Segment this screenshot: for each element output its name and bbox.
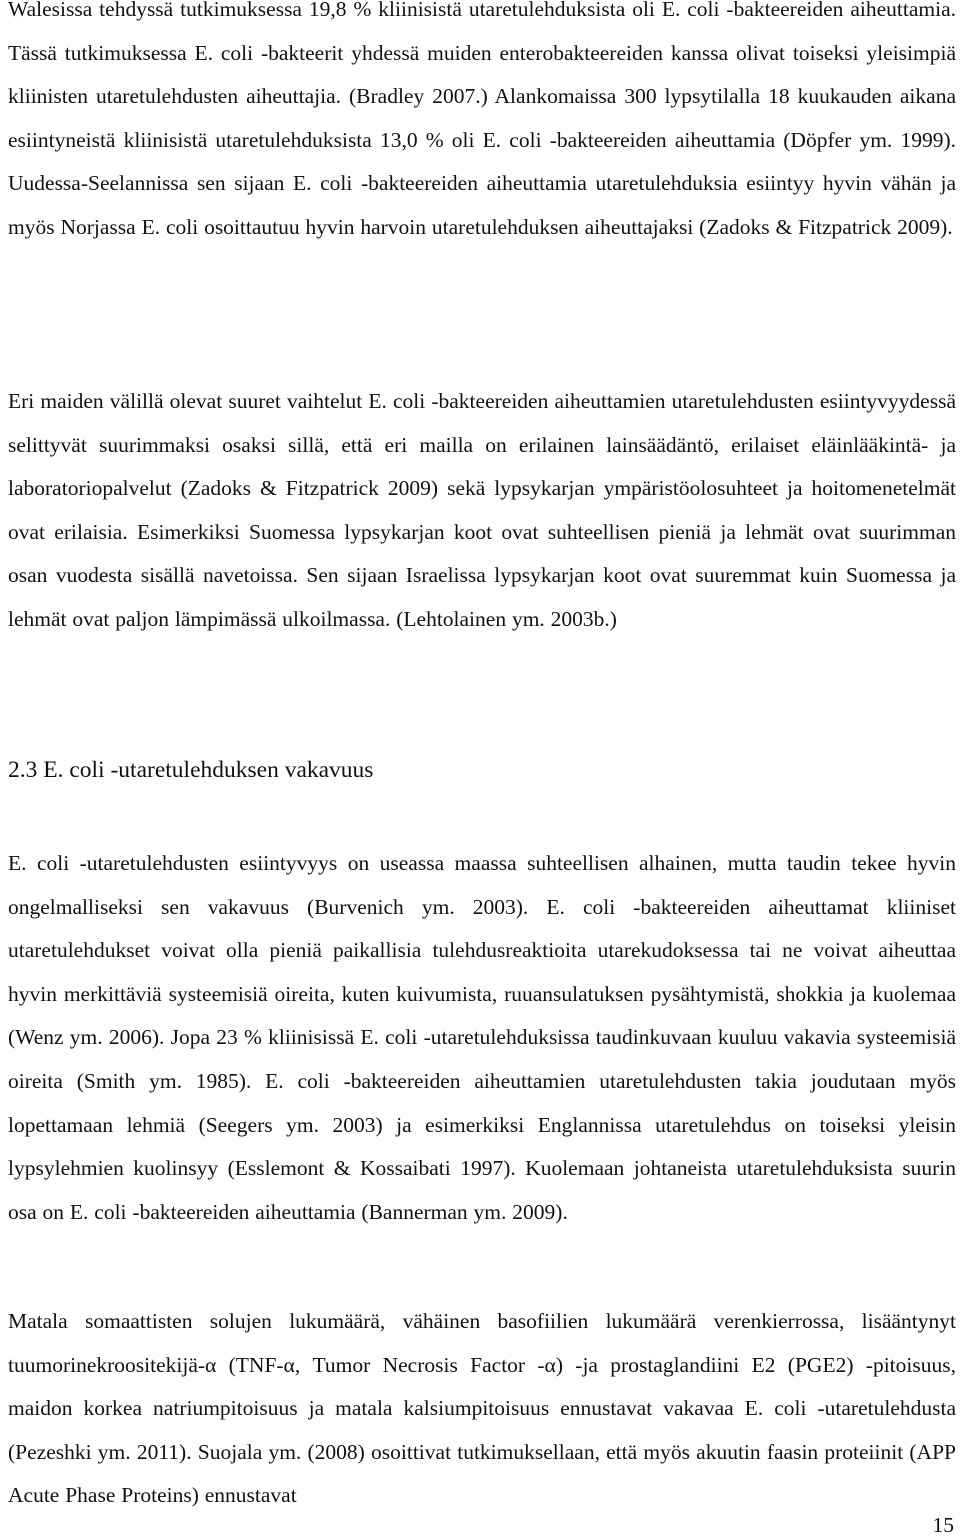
paragraph-eri-maiden: Eri maiden välillä olevat suuret vaihtelut E. coli -bakteereiden aiheuttamien utaretulehdusten esiintyvyydessä selittyvät suurimmaksi osaksi sillä, että eri mailla on erilainen lainsäädäntö, erilaiset eläinlääkintä- ja laboratoriopalvelut (Zadoks & Fitzpatrick 2009) sekä lypsykarjan ympäristöolosuhteet ja hoitomenetelmät ovat erilaisia. Esimerkiksi Suomessa lypsykarjan koot ovat suhteellisen pieniä ja lehmät ovat suurimman osan vuodesta sisällä navetoissa. Sen sijaan Israelissa lypsykarjan koot ovat suuremmat kuin Suomessa ja lehmät ovat paljon lämpimässä ulkoilmassa. (Lehtolainen ym. 2003b.) (8, 389, 956, 631)
paragraph-walesissa: Walesissa tehdyssä tutkimuksessa 19,8 % kliinisistä utaretulehduksista oli E. coli -bakteereiden aiheuttamia. Tässä tutkimuksessa E. coli -bakteerit yhdessä muiden enterobakteereiden kanssa olivat toiseksi yleisimpiä kliinisten utaretulehdusten aiheuttajia. (Bradley 2007.) Alankomaissa 300 lypsytilalla 18 kuukauden aikana esiintyneistä kliinisistä utaretulehduksista 13,0 % oli E. coli -bakteereiden aiheuttamia (Döpfer ym. 1999). Uudessa-Seelannissa sen sijaan E. coli -bakteereiden aiheuttamia utaretulehduksia esiintyy hyvin vähän ja myös Norjassa E. coli osoittautuu hyvin harvoin utaretulehduksen aiheuttajaksi (Zadoks & Fitzpatrick 2009). (8, 0, 956, 239)
section-heading: 2.3 E. coli -utaretulehduksen vakavuus (8, 757, 374, 783)
page-number: 15 (932, 1513, 954, 1537)
paragraph-matala: Matala somaattisten solujen lukumäärä, vähäinen basofiilien lukumäärä verenkierrossa, lisääntynyt tuumorinekroositekijä-α (TNF-α, Tumor Necrosis Factor -α) -ja prostaglandiini E2 (PGE2) -pitoisuus, maidon korkea natriumpitoisuus ja matala kalsiumpitoisuus ennustavat vakavaa E. coli -utaretulehdusta (Pezeshki ym. 2011). Suojala ym. (2008) osoittivat tutkimuksellaan, että myös akuutin faasin proteiinit (APP Acute Phase Proteins) ennustavat (8, 1309, 956, 1508)
paragraph-esiintyvyys: E. coli -utaretulehdusten esiintyvyys on useassa maassa suhteellisen alhainen, mutta taudin tekee hyvin ongelmalliseksi sen vakavuus (Burvenich ym. 2003). E. coli -bakteereiden aiheuttamat kliiniset utaretulehdukset voivat olla pieniä paikallisia tulehdusreaktioita utarekudoksessa tai ne voivat aiheuttaa hyvin merkittäviä systeemisiä oireita, kuten kuivumista, ruuansulatuksen pysähtymistä, shokkia ja kuolemaa (Wenz ym. 2006). Jopa 23 % kliinisissä E. coli -utaretulehduksissa taudinkuvaan kuuluu vakavia systeemisiä oireita (Smith ym. 1985). E. coli -bakteereiden aiheuttamien utaretulehdusten takia joudutaan myös lopettamaan lehmiä (Seegers ym. 2003) ja esimerkiksi Englannissa utaretulehdus on toiseksi yleisin lypsylehmien kuolinsyy (Esslemont & Kossaibati 1997). Kuolemaan johtaneista utaretulehduksista suurin osa on E. coli -bakteereiden aiheuttamia (Bannerman ym. 2009). (8, 851, 956, 1224)
